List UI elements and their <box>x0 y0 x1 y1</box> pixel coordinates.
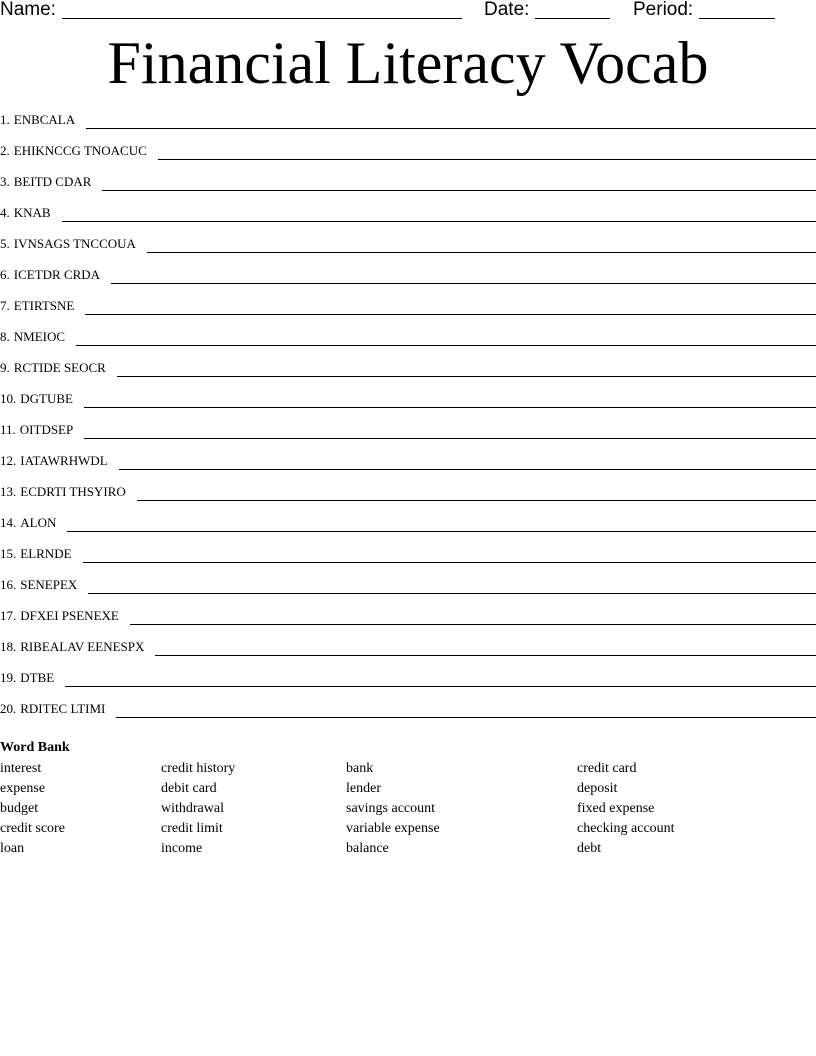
word-bank-term: debt <box>577 841 602 856</box>
scrambled-word: ELRNDE <box>20 546 72 561</box>
question-number: 14. <box>0 515 17 530</box>
question-number: 17. <box>0 608 17 623</box>
question-number: 8. <box>0 329 10 344</box>
period-blank[interactable] <box>699 18 775 19</box>
question-row <box>0 452 816 483</box>
question-number: 12. <box>0 453 17 468</box>
answer-line[interactable] <box>130 624 816 625</box>
scrambled-word: RIBEALAV EENESPX <box>20 639 145 654</box>
answer-line[interactable] <box>137 500 816 501</box>
scrambled-word: RCTIDE SEOCR <box>13 360 106 375</box>
word-bank-term: expense <box>0 781 46 796</box>
question-row <box>0 669 816 700</box>
word-bank-term: withdrawal <box>161 801 224 816</box>
question-row <box>0 328 816 359</box>
word-bank-term: lender <box>346 781 381 796</box>
word-bank-term: interest <box>0 761 42 776</box>
answer-line[interactable] <box>84 438 816 439</box>
word-bank-column <box>577 759 675 859</box>
name-blank[interactable] <box>62 18 462 19</box>
question-row <box>0 545 816 576</box>
answer-line[interactable] <box>88 593 816 594</box>
scrambled-word: RDITEC LTIMI <box>20 701 106 716</box>
scrambled-word: DGTUBE <box>20 391 73 406</box>
word-bank-term: balance <box>346 841 389 856</box>
question-number: 1. <box>0 112 10 127</box>
scrambled-word: EHIKNCCG TNOACUC <box>13 143 147 158</box>
question-number: 15. <box>0 546 17 561</box>
word-bank-column <box>0 759 65 859</box>
word-bank-title: Word Bank <box>0 740 70 755</box>
question-row <box>0 204 816 235</box>
answer-line[interactable] <box>84 407 816 408</box>
answer-line[interactable] <box>117 376 816 377</box>
question-row <box>0 173 816 204</box>
answer-line[interactable] <box>62 221 816 222</box>
question-number: 5. <box>0 236 10 251</box>
scrambled-word: DTBE <box>20 670 55 685</box>
question-row <box>0 266 816 297</box>
question-number: 7. <box>0 298 10 313</box>
answer-line[interactable] <box>67 531 816 532</box>
date-blank[interactable] <box>535 18 610 19</box>
answer-line[interactable] <box>102 190 816 191</box>
answer-line[interactable] <box>119 469 816 470</box>
question-row <box>0 514 816 545</box>
question-row <box>0 421 816 452</box>
scrambled-word: ENBCALA <box>13 112 76 127</box>
scrambled-word: ICETDR CRDA <box>13 267 101 282</box>
name-label: Name: <box>0 0 56 20</box>
answer-line[interactable] <box>76 345 816 346</box>
word-bank-term: credit score <box>0 821 65 836</box>
scrambled-word: DFXEI PSENEXE <box>20 608 119 623</box>
question-number: 16. <box>0 577 17 592</box>
word-bank-term: loan <box>0 841 25 856</box>
question-row <box>0 483 816 514</box>
answer-line[interactable] <box>147 252 816 253</box>
question-number: 10. <box>0 391 17 406</box>
word-bank-term: credit card <box>577 761 637 776</box>
question-number: 6. <box>0 267 10 282</box>
answer-line[interactable] <box>85 314 816 315</box>
scrambled-word: SENEPEX <box>20 577 78 592</box>
question-number: 19. <box>0 670 17 685</box>
question-number: 20. <box>0 701 17 716</box>
answer-line[interactable] <box>116 717 816 718</box>
question-row <box>0 390 816 421</box>
scrambled-word: IATAWRHWDL <box>20 453 108 468</box>
word-bank-term: variable expense <box>346 821 440 836</box>
question-number: 9. <box>0 360 10 375</box>
answer-line[interactable] <box>155 655 816 656</box>
question-number: 18. <box>0 639 17 654</box>
scrambled-word: ECDRTI THSYIRO <box>20 484 126 499</box>
word-bank-term: credit limit <box>161 821 223 836</box>
scrambled-word: ALON <box>20 515 57 530</box>
word-bank-term: savings account <box>346 801 436 816</box>
word-bank-term: budget <box>0 801 39 816</box>
date-label: Date: <box>484 0 530 20</box>
question-number: 3. <box>0 174 10 189</box>
question-number: 13. <box>0 484 17 499</box>
question-row <box>0 142 816 173</box>
word-bank-column <box>346 759 440 859</box>
question-row <box>0 700 816 731</box>
question-row <box>0 297 816 328</box>
scrambled-word: KNAB <box>13 205 51 220</box>
scrambled-word: IVNSAGS TNCCOUA <box>13 236 136 251</box>
question-row <box>0 111 816 142</box>
answer-line[interactable] <box>65 686 816 687</box>
question-row <box>0 576 816 607</box>
question-number: 2. <box>0 143 10 158</box>
header-fields <box>0 0 816 22</box>
word-bank-term: debit card <box>161 781 217 796</box>
period-label: Period: <box>633 0 694 20</box>
scrambled-word: OITDSEP <box>19 422 74 437</box>
page-title: Financial Literacy Vocab <box>107 30 709 96</box>
word-bank-term: bank <box>346 761 374 776</box>
question-list <box>0 111 816 731</box>
question-number: 4. <box>0 205 10 220</box>
question-row <box>0 235 816 266</box>
answer-line[interactable] <box>86 128 816 129</box>
word-bank <box>0 739 816 856</box>
scrambled-word: BEITD CDAR <box>13 174 92 189</box>
scrambled-word: NMEIOC <box>13 329 66 344</box>
question-row <box>0 638 816 669</box>
word-bank-term: fixed expense <box>577 801 655 816</box>
word-bank-term: income <box>161 841 203 856</box>
word-bank-term: deposit <box>577 781 618 796</box>
answer-line[interactable] <box>111 283 816 284</box>
word-bank-column <box>161 759 235 859</box>
word-bank-term: credit history <box>161 761 236 776</box>
word-bank-term: checking account <box>577 821 675 836</box>
question-number: 11. <box>0 422 16 437</box>
answer-line[interactable] <box>83 562 816 563</box>
question-row <box>0 607 816 638</box>
scrambled-word: ETIRTSNE <box>13 298 75 313</box>
question-row <box>0 359 816 390</box>
answer-line[interactable] <box>158 159 816 160</box>
